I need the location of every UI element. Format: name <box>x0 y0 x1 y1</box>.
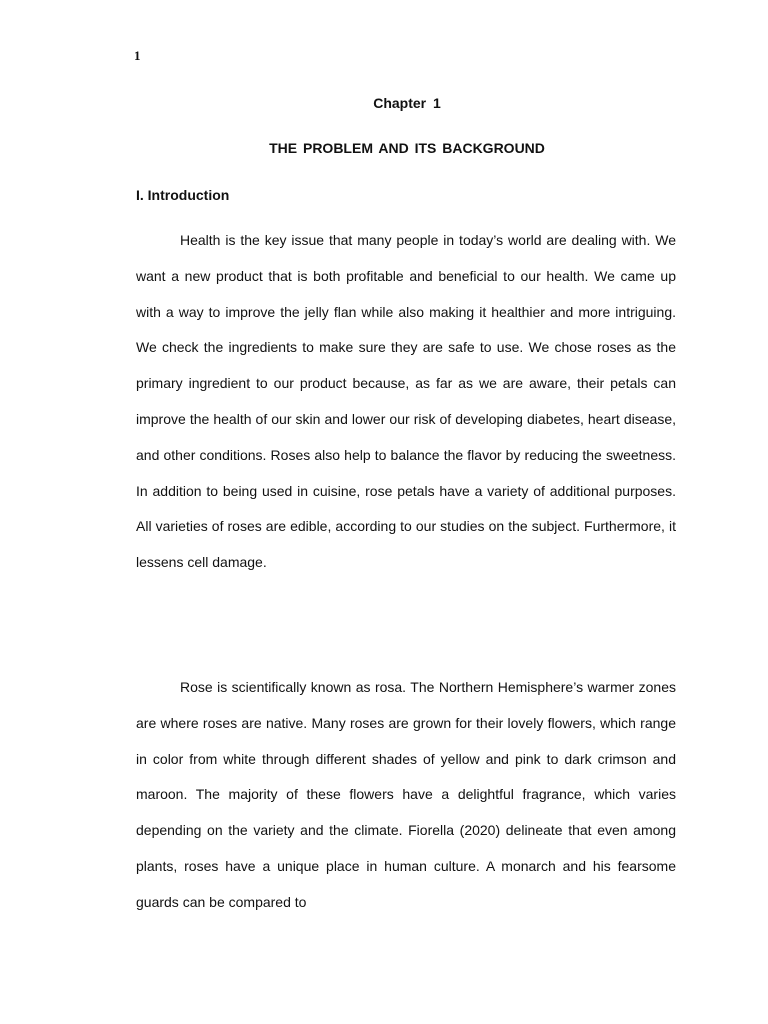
chapter-title: Chapter 1 <box>373 95 441 111</box>
introduction-paragraph-1: Health is the key issue that many people in today’s world are dealing with. We want a new product that is both profitable and beneficial to our health. We came up with a way to improve the jelly flan while also making it healthier and more intriguing. We check the ingredients to make sure they are safe to use. We chose roses as the primary ingredient to our product because, as far as we are aware, their petals can improve the health of our skin and lower our risk of developing diabetes, heart disease, and other conditions. Roses also help to balance the flavor by reducing the sweetness. In addition to being used in cuisine, rose petals have a variety of additional purposes. All varieties of roses are edible, according to our studies on the subject. Furthermore, it lessens cell damage. <box>136 232 676 571</box>
document-title: THE PROBLEM AND ITS BACKGROUND <box>269 140 545 156</box>
page-number: 1 <box>134 48 141 63</box>
section-heading: I. Introduction <box>136 187 230 203</box>
introduction-paragraph-2: Rose is scientifically known as rosa. The Northern Hemisphere’s warmer zones are where roses are native. Many roses are grown for their lovely flowers, which range in color from white through different shades of yellow and pink to dark crimson and maroon. The majority of these flowers have a delightful fragrance, which varies depending on the variety and the climate. Fiorella (2020) delineate that even among plants, roses have a unique place in human culture. A monarch and his fearsome guards can be compared to <box>136 679 676 910</box>
